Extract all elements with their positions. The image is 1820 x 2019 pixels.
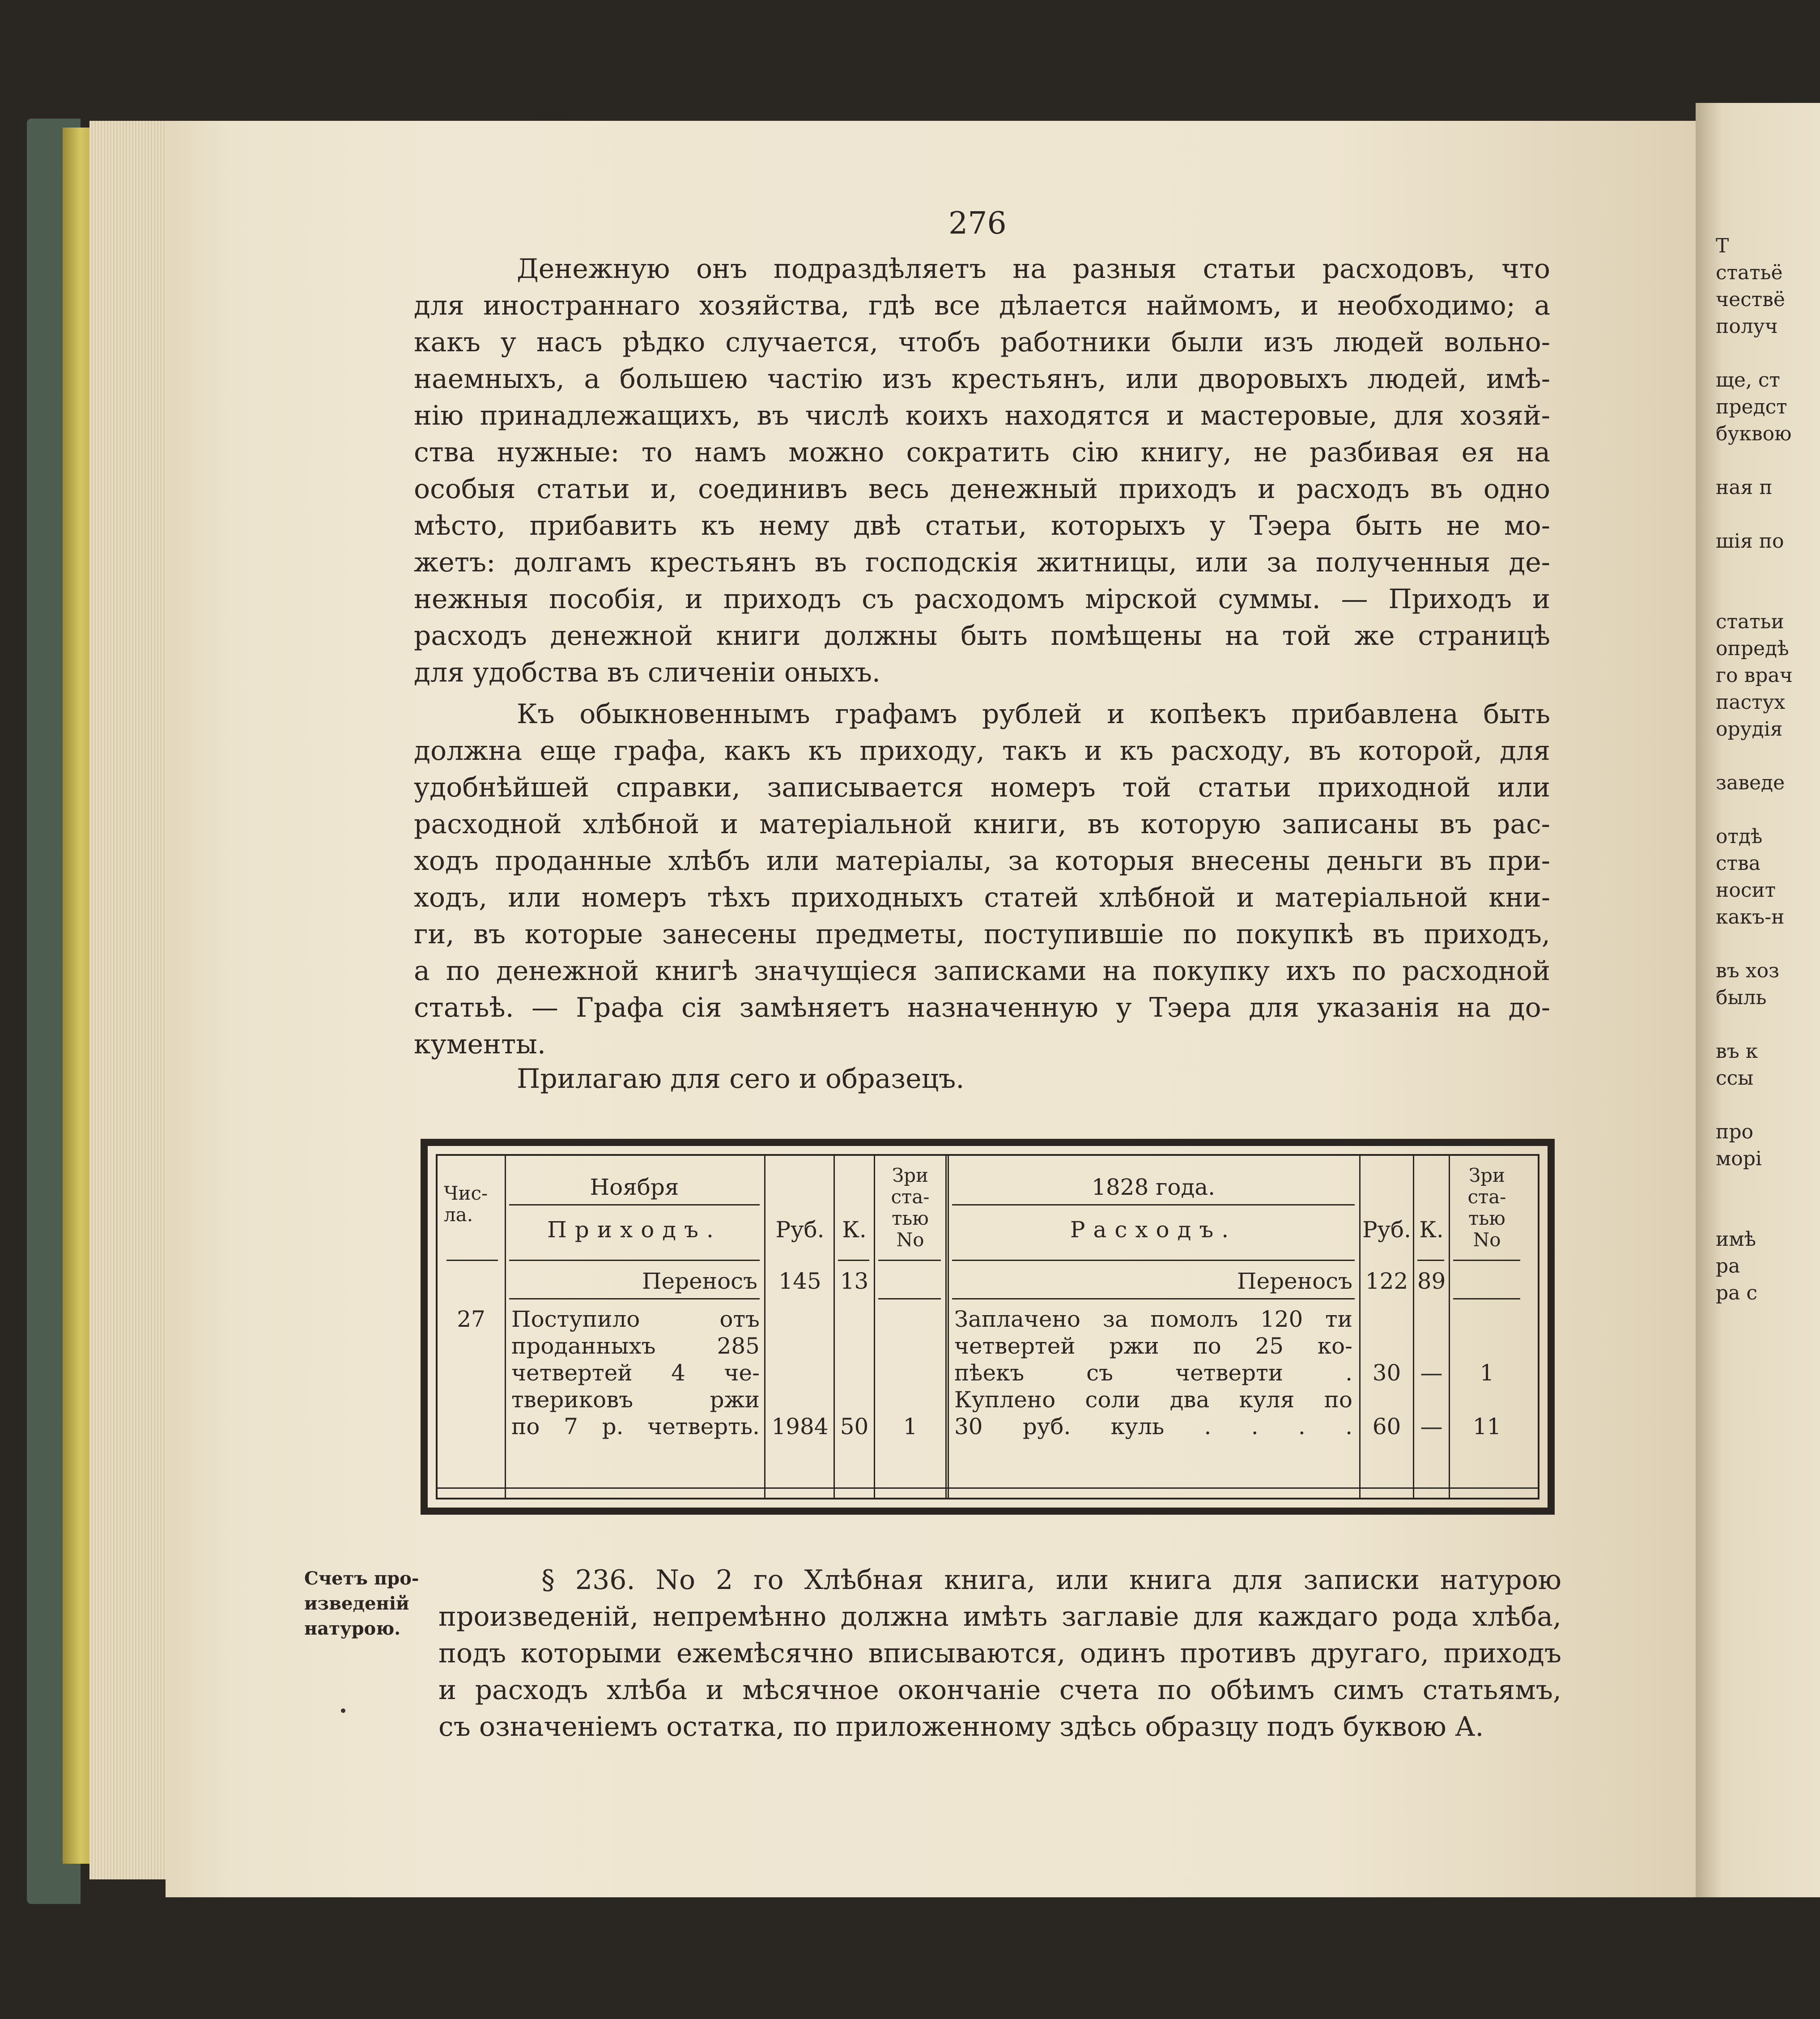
header-rule — [838, 1260, 869, 1261]
margin-note-line: изведеній — [304, 1593, 409, 1614]
header-rule — [952, 1204, 1355, 1205]
facing-page-line: въ к — [1716, 1040, 1758, 1063]
facing-page-line: ра с — [1716, 1282, 1758, 1304]
text-line: кументы. — [414, 1029, 546, 1060]
header-rule — [952, 1260, 1355, 1261]
text-line: статьѣ. — Графа сія замѣняетъ назначенную у Тэера для указанія на до- — [414, 992, 1550, 1023]
text-line: подъ которыми ежемѣсячно вписываются, одинъ противъ другаго, приходъ — [438, 1638, 1561, 1669]
expense-entry-2-ref: 11 — [1472, 1414, 1501, 1440]
carry-income-kop: 13 — [840, 1268, 869, 1294]
text-line: ги, въ которые занесены предметы, поступившіе по покупкѣ въ приходъ, — [414, 919, 1550, 950]
header-year: 1828 года. — [1092, 1174, 1215, 1200]
expense-entry-2-text — [954, 1386, 1352, 1440]
text-line: нежныя пособія, и приходъ съ расходомъ мірской суммы. — Приходъ и — [414, 584, 1550, 615]
facing-page-line: шія по — [1716, 530, 1784, 553]
header-rule — [878, 1260, 941, 1261]
income-line: твериковъ ржи — [511, 1387, 760, 1413]
text-line: должна еще графа, какъ къ приходу, такъ и къ расходу, въ которой, для — [414, 735, 1550, 767]
text-line: а по денежной книгѣ значущіеся записками на покупку ихъ по расходной — [414, 955, 1550, 987]
facing-page-line: буквою — [1716, 422, 1792, 445]
carry-income-label: Переносъ — [642, 1268, 757, 1294]
income-entry-ref: 1 — [903, 1414, 918, 1440]
income-entry-text — [511, 1306, 760, 1440]
facing-page-line: морі — [1716, 1147, 1762, 1170]
page-number: 276 — [948, 206, 1007, 241]
col-divider — [833, 1156, 835, 1498]
header-kop-expense: К. — [1419, 1217, 1444, 1243]
facing-page-line: имѣ — [1716, 1228, 1756, 1251]
facing-page-line: Т — [1716, 234, 1729, 257]
header-rub-income: Руб. — [775, 1217, 825, 1243]
text-line: удобнѣйшей справки, записывается номеръ той статьи приходной или — [414, 772, 1550, 803]
header-rule — [1453, 1260, 1520, 1261]
facing-page-line — [1716, 501, 1820, 528]
text-line: ходъ, или номеръ тѣхъ приходныхъ статей хлѣбной и матеріальной кни- — [414, 882, 1550, 913]
facing-page-line: опредѣ — [1716, 637, 1789, 660]
text-line: съ означеніемъ остатка, по приложенному здѣсь образцу подъ буквою А. — [438, 1711, 1484, 1742]
carry-expense-label: Переносъ — [1237, 1268, 1352, 1294]
facing-page-line — [1716, 797, 1820, 823]
text-line: Прилагаю для сего и образецъ. — [517, 1063, 965, 1095]
header-expense: Расходъ. — [1070, 1217, 1237, 1243]
text-line: нію принадлежащихъ, въ числѣ коихъ находятся и мастеровые, для хозяй- — [414, 400, 1550, 431]
facing-page-line: пастух — [1716, 691, 1786, 714]
margin-note-line: Счетъ про- — [304, 1568, 419, 1589]
col-divider — [1359, 1156, 1361, 1498]
facing-page-text — [1716, 233, 1820, 1307]
facing-page-line — [1716, 1199, 1820, 1226]
expense-entry-1-ref: 1 — [1480, 1360, 1494, 1386]
header-chisla: Чис- ла. — [444, 1182, 488, 1226]
paragraph-2 — [414, 696, 1550, 1063]
expense-line: 30 руб. куль . . . . — [954, 1414, 1352, 1440]
ref-line: No — [896, 1229, 924, 1251]
text-line: для удобства въ сличеніи оныхъ. — [414, 657, 880, 688]
section-236 — [438, 1562, 1561, 1745]
col-divider — [945, 1156, 947, 1498]
text-line: Денежную онъ подраздѣляетъ на разныя статьи расходовъ, что — [517, 253, 1550, 285]
ledger-table — [421, 1139, 1555, 1515]
header-rule — [1417, 1260, 1444, 1261]
header-kop-income: К. — [842, 1217, 867, 1243]
income-line: Поступило отъ — [511, 1306, 760, 1332]
facing-page-line: статьё — [1716, 261, 1783, 284]
expense-line: Куплено соли два куля по — [954, 1387, 1352, 1413]
ref-line: ста- — [1467, 1186, 1506, 1208]
ledger-table-inner — [436, 1154, 1539, 1499]
facing-page-line: какъ-н — [1716, 906, 1785, 929]
text-line: § 236. No 2 го Хлѣбная книга, или книга для записки натурою — [541, 1564, 1561, 1596]
text-line: Къ обыкновеннымъ графамъ рублей и копѣекъ прибавлена быть — [517, 699, 1550, 730]
ink-dot — [341, 1708, 345, 1713]
expense-entry-1-rub: 30 — [1372, 1360, 1401, 1386]
facing-page-line: ная п — [1716, 476, 1773, 499]
text-line: ходъ проданные хлѣбъ или матеріалы, за которыя внесены деньги въ при- — [414, 845, 1550, 877]
carry-rule — [952, 1298, 1355, 1299]
facing-page-line: предст — [1716, 396, 1787, 418]
ref-line: Зри — [892, 1164, 929, 1186]
ref-line: тью — [892, 1207, 929, 1229]
col-divider — [948, 1156, 949, 1498]
header-month: Ноября — [590, 1174, 679, 1200]
expense-entry-1-text — [954, 1306, 1352, 1386]
col-divider — [1413, 1156, 1414, 1498]
carry-expense-kop: 89 — [1417, 1268, 1446, 1294]
facing-page-line: отдѣ — [1716, 825, 1763, 848]
header-rule — [509, 1204, 760, 1205]
ref-line: Зри — [1468, 1164, 1505, 1186]
carry-income-rub: 145 — [778, 1268, 821, 1294]
facing-page-line — [1716, 447, 1820, 474]
facing-page-line: ства — [1716, 852, 1760, 875]
income-line: проданныхъ 285 — [511, 1333, 760, 1359]
text-line: произведеній, непремѣнно должна имѣть заглавіе для каждаго рода хлѣба, — [438, 1601, 1561, 1632]
facing-page-line: орудія — [1716, 718, 1783, 741]
page-edges — [89, 121, 168, 1879]
facing-page-line — [1716, 743, 1820, 770]
facing-page-line — [1716, 555, 1820, 582]
facing-page-line — [1716, 1092, 1820, 1119]
carry-rule — [878, 1298, 941, 1299]
header-income: Приходъ. — [547, 1217, 722, 1243]
carry-rule — [509, 1298, 760, 1299]
ref-line: ста- — [891, 1186, 930, 1208]
facing-page-line — [1716, 582, 1820, 609]
carry-expense-rub: 122 — [1365, 1268, 1408, 1294]
margin-note-line: натурою. — [304, 1618, 401, 1639]
expense-line: Заплачено за помолъ 120 ти — [954, 1306, 1352, 1332]
header-rule — [509, 1260, 760, 1261]
expense-line: пѣекъ съ четверти . — [954, 1360, 1352, 1386]
col-divider — [764, 1156, 765, 1498]
income-entry-kop: 50 — [840, 1414, 869, 1440]
facing-page-line: чествё — [1716, 288, 1785, 311]
facing-page-line: носит — [1716, 879, 1776, 902]
facing-page-line: ра — [1716, 1255, 1740, 1278]
expense-line: четвертей ржи по 25 ко- — [954, 1333, 1352, 1359]
facing-page-line: го врач — [1716, 664, 1793, 687]
text-line: и расходъ хлѣба и мѣсячное окончаніе счета по обѣимъ симъ статьямъ, — [438, 1674, 1561, 1706]
facing-page-line: ссы — [1716, 1067, 1754, 1090]
facing-page-line — [1716, 1011, 1820, 1038]
bottom-rule — [438, 1487, 1538, 1489]
expense-entry-2-rub: 60 — [1372, 1414, 1401, 1440]
income-line: по 7 р. четверть. — [511, 1414, 760, 1440]
paragraph-3 — [414, 1061, 1550, 1097]
header-ref-income — [875, 1165, 945, 1251]
ref-line: No — [1473, 1229, 1501, 1251]
ref-line: тью — [1468, 1207, 1505, 1229]
facing-page-line: про — [1716, 1120, 1753, 1143]
row-day: 27 — [457, 1306, 485, 1332]
facing-page-line — [1716, 340, 1820, 367]
text-line: расходной хлѣбной и матеріальной книги, въ которую записаны въ рас- — [414, 809, 1550, 840]
margin-note — [304, 1566, 419, 1641]
header-rub-expense: Руб. — [1362, 1217, 1412, 1243]
facing-page-line: быль — [1716, 986, 1767, 1009]
facing-page-line — [1716, 931, 1820, 958]
text-line: мѣсто, прибавить къ нему двѣ статьи, которыхъ у Тэера быть не мо- — [414, 510, 1550, 541]
income-line: четвертей 4 че- — [511, 1360, 760, 1386]
facing-page-line: заведе — [1716, 771, 1785, 794]
facing-page-line: получ — [1716, 315, 1778, 338]
text-line: жетъ: долгамъ крестьянъ въ господскія житницы, или за полученныя де- — [414, 547, 1550, 578]
facing-page-line — [1716, 1172, 1820, 1199]
header-ref-expense — [1450, 1165, 1524, 1251]
expense-entry-1-kop: — — [1420, 1360, 1443, 1386]
text-line: расходъ денежной книги должны быть помѣщены на той же страницѣ — [414, 620, 1550, 652]
facing-page-line: ще, ст — [1716, 369, 1780, 392]
facing-page-line: въ хоз — [1716, 959, 1780, 982]
text-line: особыя статьи и, соединивъ весь денежный приходъ и расходъ въ одно — [414, 473, 1550, 505]
facing-page-line: статьи — [1716, 610, 1784, 633]
carry-rule — [1453, 1298, 1520, 1299]
expense-entry-2-kop: — — [1420, 1414, 1443, 1440]
income-entry-rub: 1984 — [771, 1414, 829, 1440]
paragraph-1 — [414, 251, 1550, 691]
text-line: ства нужные: то намъ можно сократить сію книгу, не разбивая ея на — [414, 437, 1550, 468]
text-line: для иностраннаго хозяйства, гдѣ все дѣлается наймомъ, и необходимо; а — [414, 290, 1550, 321]
text-line: наемныхъ, а большею частію изъ крестьянъ, или дворовыхъ людей, имѣ- — [414, 363, 1550, 395]
col-divider — [505, 1156, 506, 1498]
text-line: какъ у насъ рѣдко случается, чтобъ работники были изъ людей вольно- — [414, 327, 1550, 358]
header-rule — [446, 1260, 498, 1261]
